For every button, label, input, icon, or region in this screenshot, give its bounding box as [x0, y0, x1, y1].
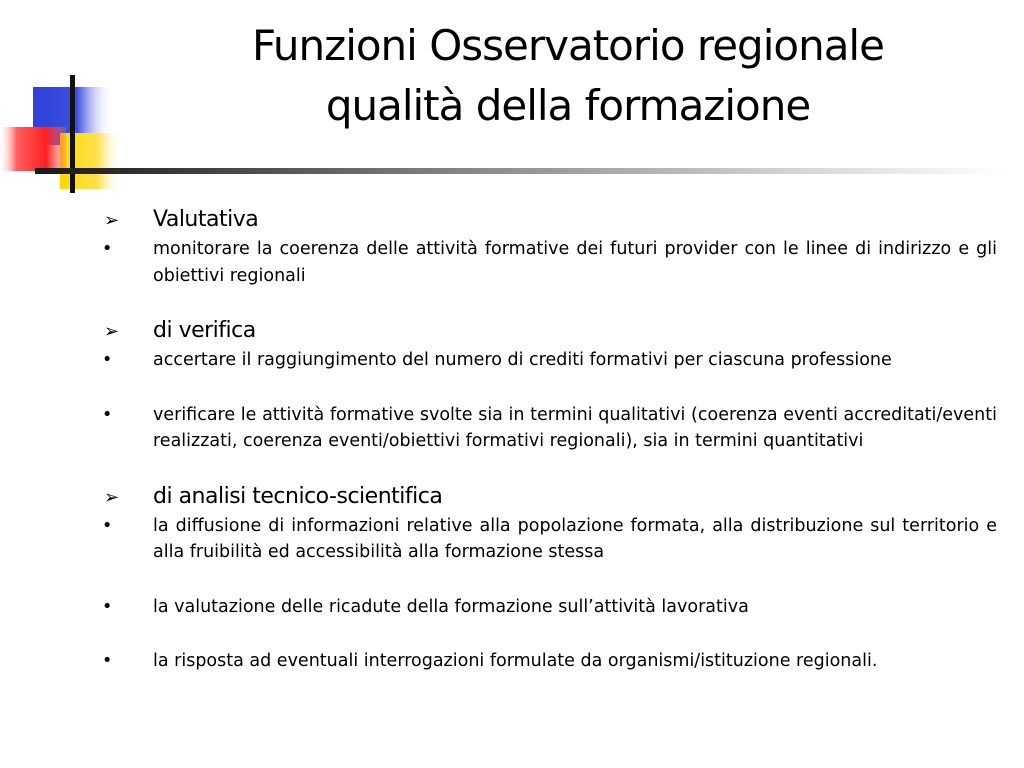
bullet-text: la diffusione di informazioni relative alla popolazione formata, alla distribuzione sul territorio e alla fruibilità ed accessibilità alla formazione stessa	[153, 515, 997, 562]
bullet-dot-icon: •	[102, 651, 113, 671]
bullet-text: la risposta ad eventuali interrogazioni formulate da organismi/istituzione regionali.	[153, 651, 878, 671]
bullet-text: verificare le attività formative svolte sia in termini qualitativi (coerenza eventi accreditati/eventi realizzati, coerenza eventi/obiettivi formativi regionali), sia in termini quantitativi	[153, 404, 997, 451]
section-heading-analisi	[96, 482, 997, 513]
slide-content	[96, 205, 997, 675]
bullet-dot-icon: •	[102, 404, 113, 425]
section-heading-label: Valutativa	[153, 207, 259, 232]
bullet-dot-icon: •	[102, 515, 113, 536]
title-line-2: qualità della formazione	[325, 81, 811, 130]
bullet-text: monitorare la coerenza delle attività formative dei futuri provider con le linee di indirizzo e gli obiettivi regionali	[153, 239, 997, 286]
bullet-item	[96, 648, 997, 675]
bullet-item	[96, 236, 997, 289]
bullet-dot-icon: •	[102, 239, 113, 259]
logo-red-square	[0, 127, 66, 171]
bullet-text: la valutazione delle ricadute della formazione sull’attività lavorativa	[153, 596, 749, 617]
arrow-bullet-icon: ➢	[104, 321, 119, 342]
section-heading-label: di analisi tecnico-scientifica	[153, 483, 443, 509]
bullet-dot-icon: •	[102, 596, 113, 617]
title-underline-divider	[35, 168, 1005, 174]
arrow-bullet-icon: ➢	[104, 210, 119, 231]
bullet-item	[96, 513, 997, 566]
title-line-1: Funzioni Osservatorio regionale	[252, 21, 884, 70]
decorative-squares-logo	[0, 75, 130, 195]
bullet-item	[96, 402, 997, 455]
logo-vertical-bar	[70, 75, 75, 193]
bullet-text: accertare il raggiungimento del numero di crediti formativi per ciascuna professione	[153, 350, 892, 370]
bullet-dot-icon: •	[102, 350, 113, 370]
section-heading-verifica	[96, 316, 997, 347]
section-heading-valutativa	[96, 205, 997, 236]
bullet-item	[96, 594, 997, 621]
section-heading-label: di verifica	[153, 318, 256, 343]
slide-title	[140, 16, 996, 136]
bullet-item	[96, 347, 997, 374]
logo-yellow-square	[60, 133, 122, 189]
arrow-bullet-icon: ➢	[104, 486, 119, 508]
